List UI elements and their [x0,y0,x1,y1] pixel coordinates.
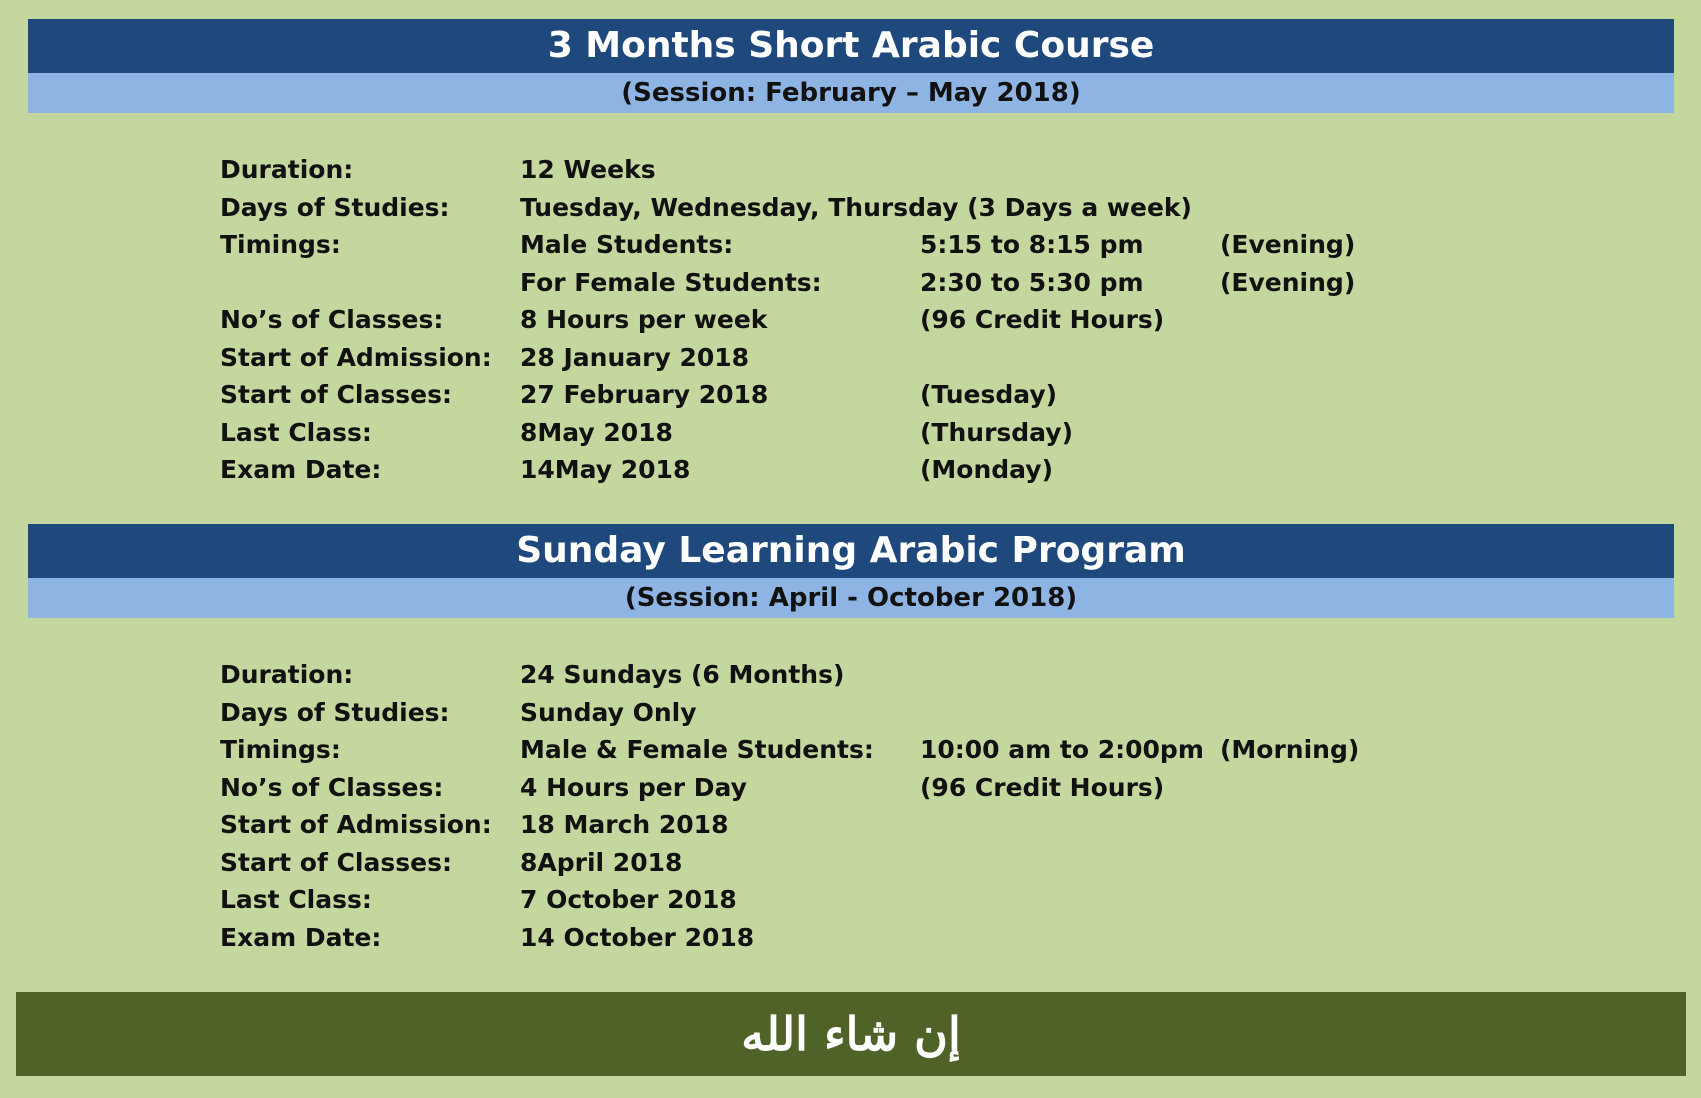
detail-label: Duration: [220,155,354,184]
detail-row-exam [220,919,1520,957]
detail-value: 18 March 2018 [520,810,729,839]
detail-label: No’s of Classes: [220,305,444,334]
detail-label: Days of Studies: [220,192,450,222]
detail-row-timings-male [220,226,1520,264]
detail-note: (Evening) [1220,267,1356,297]
detail-row-admission [220,339,1520,377]
course-details [220,151,1520,489]
detail-label: Timings: [220,230,341,259]
detail-value: 7 October 2018 [520,885,737,914]
detail-label: Duration: [220,660,354,689]
detail-value: 8 Hours per week [520,305,768,334]
course-title: Sunday Learning Arabic Program [28,524,1674,578]
detail-value: For Female Students: [520,267,822,297]
session-subtitle: (Session: February – May 2018) [28,73,1674,113]
detail-note: (Monday) [920,455,1053,484]
detail-label: Days of Studies: [220,697,450,727]
detail-row-start-classes [220,376,1520,414]
detail-value: Male Students: [520,230,734,259]
detail-time: 10:00 am to 2:00pm [920,735,1204,764]
detail-label: Exam Date: [220,455,382,484]
footer-arabic-text: إن شاء الله [741,1007,961,1061]
course-title: 3 Months Short Arabic Course [28,19,1674,73]
detail-note: (96 Credit Hours) [920,772,1165,802]
detail-label: Start of Classes: [220,847,452,877]
detail-row-days [220,189,1520,227]
session-subtitle: (Session: April - October 2018) [28,578,1674,618]
detail-value: 27 February 2018 [520,380,769,409]
detail-label: Start of Admission: [220,342,492,372]
detail-note: (Thursday) [920,417,1074,447]
detail-value: 8May 2018 [520,417,673,447]
detail-time: 5:15 to 8:15 pm [920,230,1144,259]
detail-label: Timings: [220,735,341,764]
detail-label: Exam Date: [220,922,382,952]
detail-label: Start of Classes: [220,380,452,409]
detail-row-duration [220,151,1520,189]
detail-value: 24 Sundays (6 Months) [520,660,845,689]
course-details [220,656,1520,956]
detail-value: 4 Hours per Day [520,772,747,802]
detail-label: No’s of Classes: [220,772,444,802]
footer-banner [16,992,1686,1076]
detail-row-timings-female [220,264,1520,302]
detail-note: (96 Credit Hours) [920,305,1165,334]
detail-label: Start of Admission: [220,810,492,839]
detail-row-last-class [220,881,1520,919]
detail-row-classes [220,301,1520,339]
detail-row-exam [220,451,1520,489]
detail-row-admission [220,806,1520,844]
detail-label: Last Class: [220,417,372,447]
detail-value: 28 January 2018 [520,342,750,372]
detail-note: (Tuesday) [920,380,1058,409]
detail-value: 12 Weeks [520,155,656,184]
detail-value: Male & Female Students: [520,735,874,764]
detail-row-last-class [220,414,1520,452]
detail-row-duration [220,656,1520,694]
detail-row-start-classes [220,844,1520,882]
detail-note: (Morning) [1220,735,1360,764]
detail-value: 14 October 2018 [520,922,755,952]
detail-value: 14May 2018 [520,455,691,484]
detail-row-timings [220,731,1520,769]
detail-label: Last Class: [220,885,372,914]
detail-row-days [220,694,1520,732]
detail-value: Tuesday, Wednesday, Thursday (3 Days a week) [520,192,1192,222]
detail-note: (Evening) [1220,230,1356,259]
detail-row-classes [220,769,1520,807]
detail-value: Sunday Only [520,697,697,727]
detail-time: 2:30 to 5:30 pm [920,267,1144,297]
detail-value: 8April 2018 [520,847,683,877]
